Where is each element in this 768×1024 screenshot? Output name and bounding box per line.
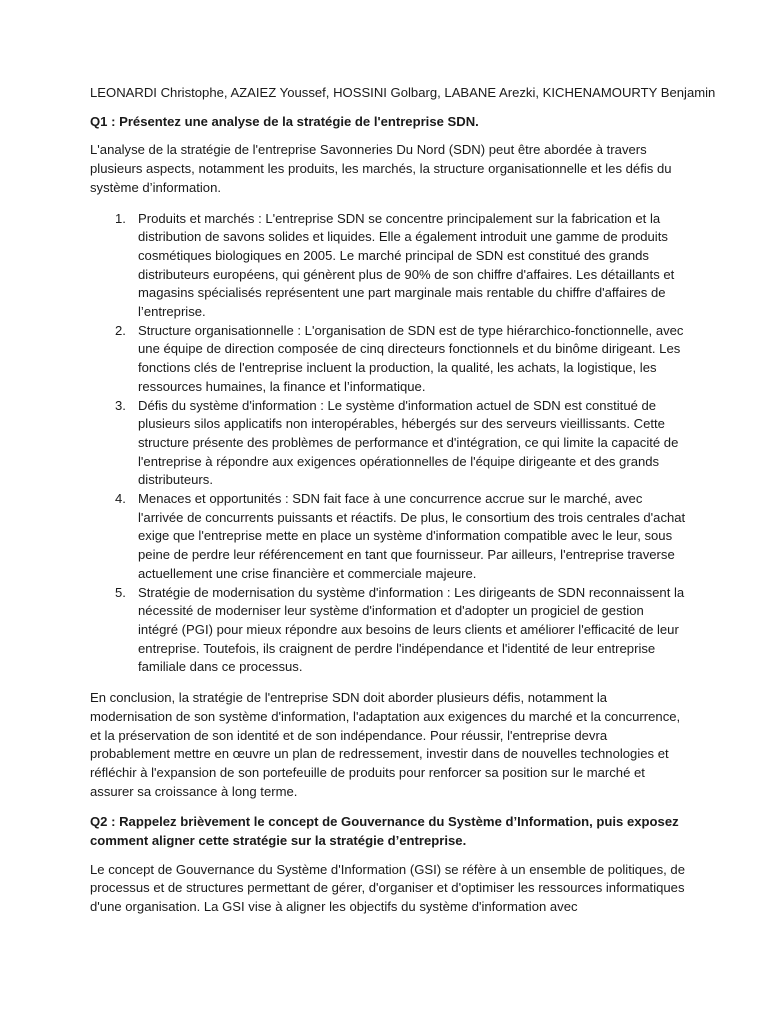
list-item xyxy=(90,322,686,397)
document-page xyxy=(90,84,716,929)
analysis-list xyxy=(90,210,686,678)
q1-conclusion-paragraph: En conclusion, la stratégie de l'entreprise SDN doit aborder plusieurs défis, notamment la modernisation de son système d'information, l'adaptation aux exigences du marché et la concurrence, et la préservation de son identité et de son indépendance. Pour réussir, l'entreprise devra probablement mettre en œuvre un plan de redressement, investir dans de nouvelles technologies et réfléchir à l'expansion de son portefeuille de produits pour renforcer sa position sur le marché et assurer sa croissance à long terme. xyxy=(90,690,681,799)
list-item-text: Structure organisationnelle : L'organisation de SDN est de type hiérarchico-fonctionnelle, avec une équipe de direction composée de cinq directeurs fonctionnels et du binôme dirigeant. Les fonctions clés de l'entreprise incluent la production, la qualité, les achats, la logistique, les ressources humaines, la finance et l’informatique. xyxy=(138,322,684,394)
question-1-heading: Q1 : Présentez une analyse de la stratégie de l'entreprise SDN. xyxy=(90,113,479,129)
list-item-number: 5. xyxy=(115,584,126,600)
list-item xyxy=(90,397,686,491)
list-item xyxy=(90,210,686,322)
list-item xyxy=(90,490,686,584)
list-item-number: 4. xyxy=(115,491,126,507)
list-item-number: 1. xyxy=(115,210,126,226)
list-item-text: Menaces et opportunités : SDN fait face à une concurrence accrue sur le marché, avec l'arrivée de concurrents puissants et réactifs. De plus, le consortium des trois centrales d'achat exige que l'entreprise mette en place un système d'information compatible avec le leur, sous peine de perdre leur référencement en tant que fournisseur. Par ailleurs, l'entreprise traverse actuellement une crise financière et commerciale majeure. xyxy=(138,491,686,581)
authors-line: LEONARDI Christophe, AZAIEZ Youssef, HOSSINI Golbarg, LABANE Arezki, KICHENAMOURTY Benjamin xyxy=(90,85,716,100)
list-item-number: 2. xyxy=(115,322,126,338)
list-item-text: Produits et marchés : L'entreprise SDN se concentre principalement sur la fabrication et la distribution de savons solides et liquides. Elle a également introduit une gamme de produits cosmétiques biologiques en 2005. Le marché principal de SDN est constitué des grands distributeurs européens, qui génèrent plus de 90% de son chiffre d'affaires. Les détaillants et magasins spécialisés représentent une part marginale mais rentable du chiffre d'affaires de l’entreprise. xyxy=(138,210,675,320)
list-item-number: 3. xyxy=(115,397,126,413)
list-item-text: Défis du système d'information : Le système d'information actuel de SDN est constitué de plusieurs silos applicatifs non interopérables, hébergés sur des serveurs vieillissants. Cette structure présente des problèmes de performance et d'intégration, ce qui limite la capacité de l'entreprise à répondre aux exigences opérationnelles de l'équipe dirigeante et des grands distributeurs. xyxy=(138,397,679,488)
q2-intro-paragraph: Le concept de Gouvernance du Système d'Information (GSI) se réfère à un ensemble de politiques, de processus et de structures permettant de gérer, d'organiser et d'optimiser les ressources informatiques d'une organisation. La GSI vise à aligner les objectifs du système d'information avec xyxy=(90,861,685,915)
q1-intro-paragraph: L'analyse de la stratégie de l'entreprise Savonneries Du Nord (SDN) peut être abordée à travers plusieurs aspects, notamment les produits, les marchés, la structure organisationnelle et les défis du système d’information. xyxy=(90,142,672,195)
list-item xyxy=(90,584,686,678)
list-item-text: Stratégie de modernisation du système d'information : Les dirigeants de SDN reconnaissent la nécessité de moderniser leur système d'information et d'adopter un progiciel de gestion intégré (PGI) pour mieux répondre aux besoins de leurs clients et améliorer l'efficacité de leur entreprise. Toutefois, ils craignent de perdre l'indépendance et l'identité de leur entreprise familiale dans ce processus. xyxy=(138,584,685,675)
question-2-heading: Q2 : Rappelez brièvement le concept de Gouvernance du Système d’Information, puis exposez comment aligner cette stratégie sur la stratégie d’entreprise. xyxy=(90,814,679,849)
